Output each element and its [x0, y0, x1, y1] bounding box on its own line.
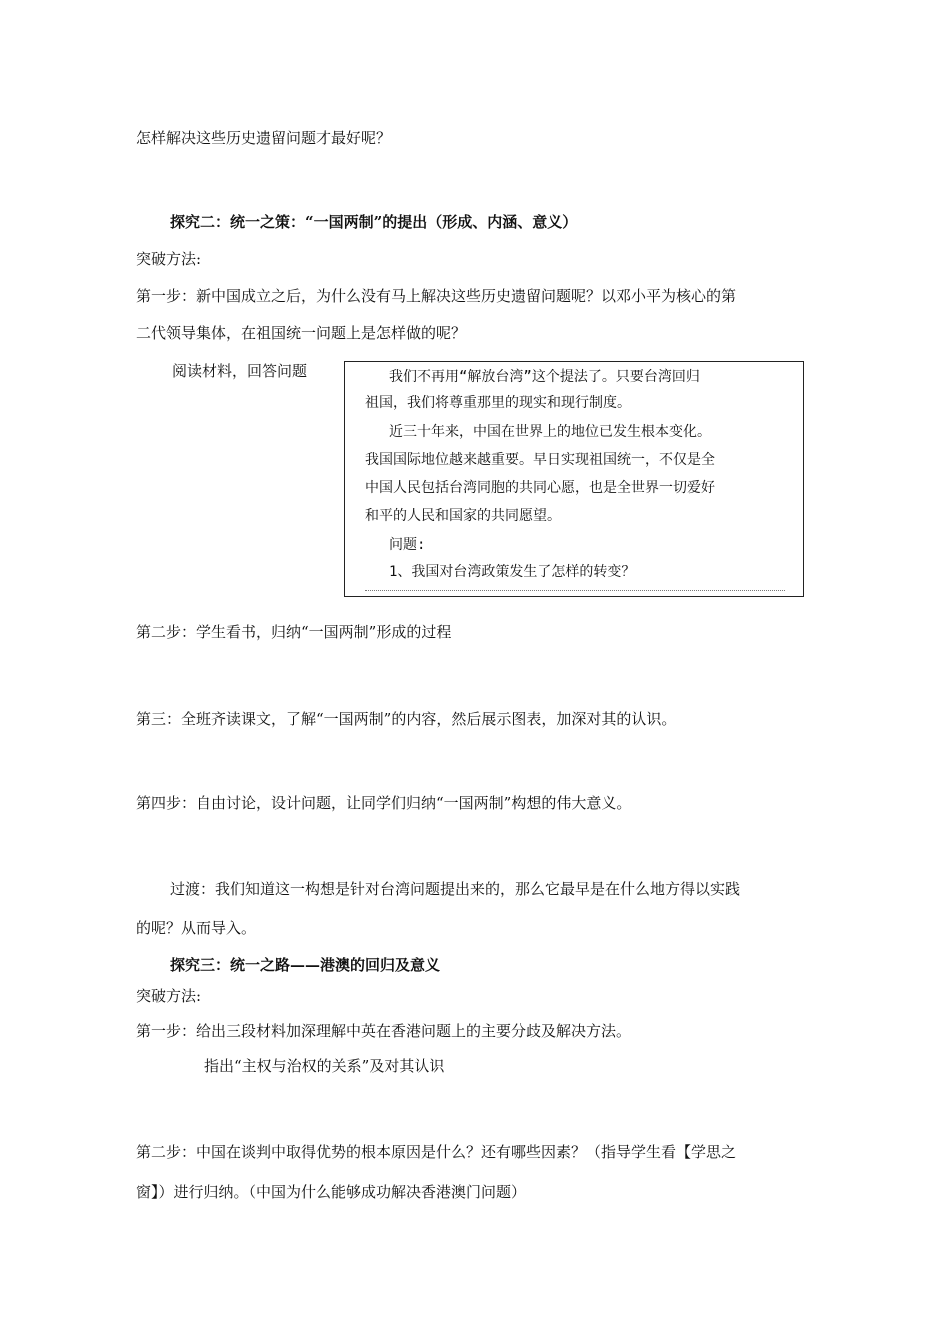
method-label: 突破方法: [136, 250, 202, 268]
section3-step-1-sub: 指出“主权与治权的关系”及对其认识 [204, 1057, 445, 1075]
section3-step-2-line-1: 第二步：中国在谈判中取得优势的根本原因是什么？还有哪些因素？（指导学生看【学思之 [136, 1143, 737, 1161]
material-p2-line3: 中国人民包括台湾同胞的共同心愿，也是全世界一切爱好 [365, 480, 715, 496]
material-p1-line2: 祖国，我们将尊重那里的现实和现行制度。 [365, 395, 631, 411]
question-text: 怎样解决这些历史遗留问题才最好呢？ [136, 129, 392, 147]
material-box [344, 361, 804, 597]
transition-line-2: 的呢？从而导入。 [136, 919, 257, 937]
section3-step-1: 第一步：给出三段材料加深理解中英在香港问题上的主要分歧及解决方法。 [136, 1022, 632, 1040]
step-3: 第三：全班齐读课文，了解“一国两制”的内容，然后展示图表，加深对其的认识。 [136, 710, 677, 728]
material-question-1: 1、我国对台湾政策发生了怎样的转变？ [389, 564, 636, 580]
step-4: 第四步：自由讨论，设计问题，让同学们归纳“一国两制”构想的伟大意义。 [136, 794, 632, 812]
material-p2-line4: 和平的人民和国家的共同愿望。 [365, 508, 561, 524]
method-label-3: 突破方法: [136, 987, 202, 1005]
material-p2-line1: 近三十年来，中国在世界上的地位已发生根本变化。 [389, 424, 711, 440]
material-question-label: 问题: [389, 537, 426, 553]
transition-line-1: 过渡：我们知道这一构想是针对台湾问题提出来的，那么它最早是在什么地方得以实践 [170, 880, 741, 898]
material-p2-line2: 我国国际地位越来越重要。早日实现祖国统一，不仅是全 [365, 452, 715, 468]
step-1-line-2: 二代领导集体，在祖国统一问题上是怎样做的呢？ [136, 324, 467, 342]
read-prompt: 阅读材料，回答问题 [172, 362, 308, 380]
clipped-text-line [365, 590, 785, 595]
step-1-line-1: 第一步：新中国成立之后，为什么没有马上解决这些历史遗留问题呢？以邓小平为核心的第 [136, 287, 737, 305]
section3-step-2-line-2: 窗】）进行归纳。（中国为什么能够成功解决香港澳门问题） [136, 1183, 527, 1201]
section-heading-3: 探究三：统一之路——港澳的回归及意义 [170, 956, 441, 974]
step-2: 第二步：学生看书，归纳“一国两制”形成的过程 [136, 623, 452, 641]
material-p1-line1: 我们不再用“解放台湾”这个提法了。只要台湾回归 [389, 369, 700, 385]
section-heading-2: 探究二：统一之策：“一国两制”的提出（形成、内涵、意义） [170, 213, 578, 231]
